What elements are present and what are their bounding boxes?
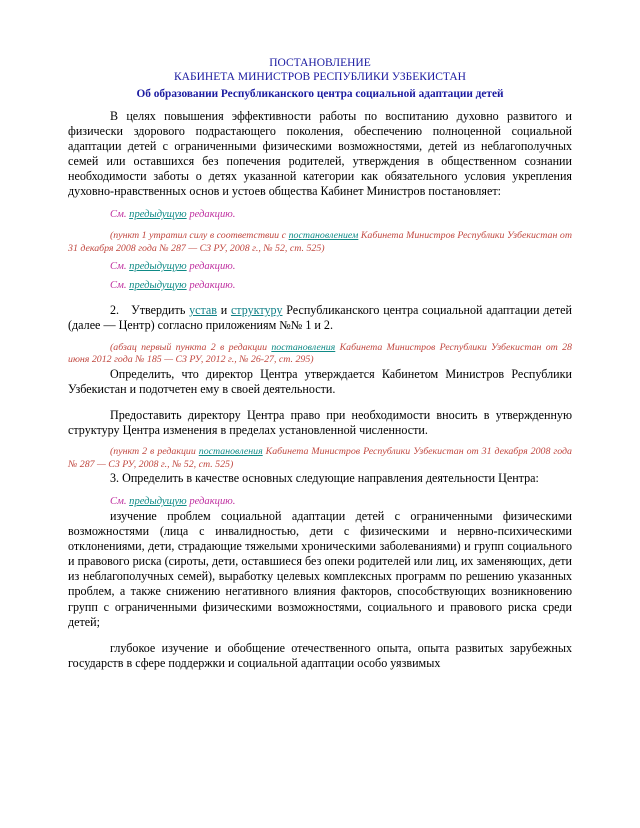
see-suffix-3: редакцию. [189,279,236,291]
previous-edition-link-3[interactable]: предыдущую [129,279,187,291]
paragraph-director-appointment: Определить, что директор Центра утверждается Кабинетом Министров Республики Узбекистан и подотчетен ему в своей деятельности. [68,366,572,396]
see-previous-edition-note-4 [68,486,572,509]
amendment-note-2-text-b: Кабинета Министров Республики Узбекистан от 28 июня 2012 года № 185 — СЗ РУ, 2012 г., № 26-27, ст. 295) [68,341,572,366]
see-previous-edition-note-2 [68,255,572,274]
item-2-text-c: Республиканского центра социальной адаптации детей (далее — Центр) согласно приложениям №№ 1 и 2. [68,303,572,333]
paragraph-deep-study: глубокое изучение и обобщение отечественного опыта, опыта развитых зарубежных государств в сфере поддержки и социальной адаптации особо уязвимых [68,640,572,670]
amendment-note-1-text-b: Кабинета Министров Республики Узбекистан от 31 декабря 2008 года № 287 — СЗ РУ, 2008 г., № 52, ст. 525) [68,229,572,254]
see-prefix-3: См. [110,279,127,291]
item-2-text-a: 2. Утвердить [110,303,190,318]
amendment-note-1-text-a: (пункт 1 утратил силу в соответствии с [110,229,289,241]
title-line-2: КАБИНЕТА МИНИСТРОВ РЕСПУБЛИКИ УЗБЕКИСТАН [174,71,466,84]
amendment-resolution-link-3[interactable]: постановления [198,446,263,458]
see-previous-edition-note-3 [68,274,572,293]
title-line-1: ПОСТАНОВЛЕНИЕ [269,57,371,69]
amendment-resolution-link-2[interactable]: постановления [271,341,336,353]
amendment-note-1 [68,222,572,255]
see-prefix-1: См. [110,209,127,221]
structure-link[interactable]: структуру [230,303,283,318]
amendment-note-3-text-a: (пункт 2 в редакции [110,446,199,458]
document-title-block [68,56,572,102]
charter-link[interactable]: устав [189,303,217,318]
see-prefix-2: См. [110,261,127,273]
see-suffix-1: редакцию. [189,209,236,221]
document-subtitle: Об образовании Республиканского центра социальной адаптации детей [136,87,504,100]
paragraph-item-2 [68,292,572,333]
amendment-note-2-text-a: (абзац первый пункта 2 в редакции [110,341,272,353]
paragraph-item-3: 3. Определить в качестве основных следующие направления деятельности Центра: [110,471,539,486]
see-suffix-2: редакцию. [189,261,236,273]
amendment-note-3 [68,438,572,471]
amendment-note-2 [68,334,572,367]
see-prefix-4: См. [110,496,127,508]
previous-edition-link-1[interactable]: предыдущую [129,209,187,221]
paragraph-intro: В целях повышения эффективности работы по воспитанию духовно развитого и физически здорового подрастающего поколения, обеспечению полноценной социальной адаптации детей с ограниченными физическими возможностями, детей из неблагополучных семей или оставшихся без попечения родителей, утверждения в общественном сознании необходимости заботы о детях указанной категории как обязательного условия укрепления духовно-нравственных основ и устоев общества Кабинет Министров постановляет: [68,108,572,199]
previous-edition-link-2[interactable]: предыдущую [129,261,187,273]
see-suffix-4: редакцию. [189,496,236,508]
paragraph-study-problems: изучение проблем социальной адаптации детей с ограниченными физическими возможностями (лица с инвалидностью, дети с физическими и нервно-психическими отклонениями, дети, страдающие тяжелыми хроническими заболеваниями) и групп социального и правового риска (сироты, дети, оставшиеся без опеки родителей или лиц, их заменяющих, дети из неблагополучных семей), выработку целевых комплексных программ по решению указанных проблем, а также снижению негативного влияния факторов, способствующих возникновению групп с ограниченными физическими возможностями, социального и правового риска среди детей; [68,508,572,629]
previous-edition-link-4[interactable]: предыдущую [129,496,187,508]
amendment-note-3-text-b: Кабинета Министров Республики Узбекистан от 31 декабря 2008 года № 287 — СЗ РУ, 2008 г., № 52, ст. 525) [68,446,572,470]
amendment-resolution-link-1[interactable]: постановлением [288,229,359,241]
paragraph-structure-changes: Предоставить директору Центра право при необходимости вносить в утвержденную структуру Центра изменения в пределах установленной численности. [68,407,572,437]
see-previous-edition-note-1 [68,199,572,222]
item-2-text-b: и [217,303,231,318]
